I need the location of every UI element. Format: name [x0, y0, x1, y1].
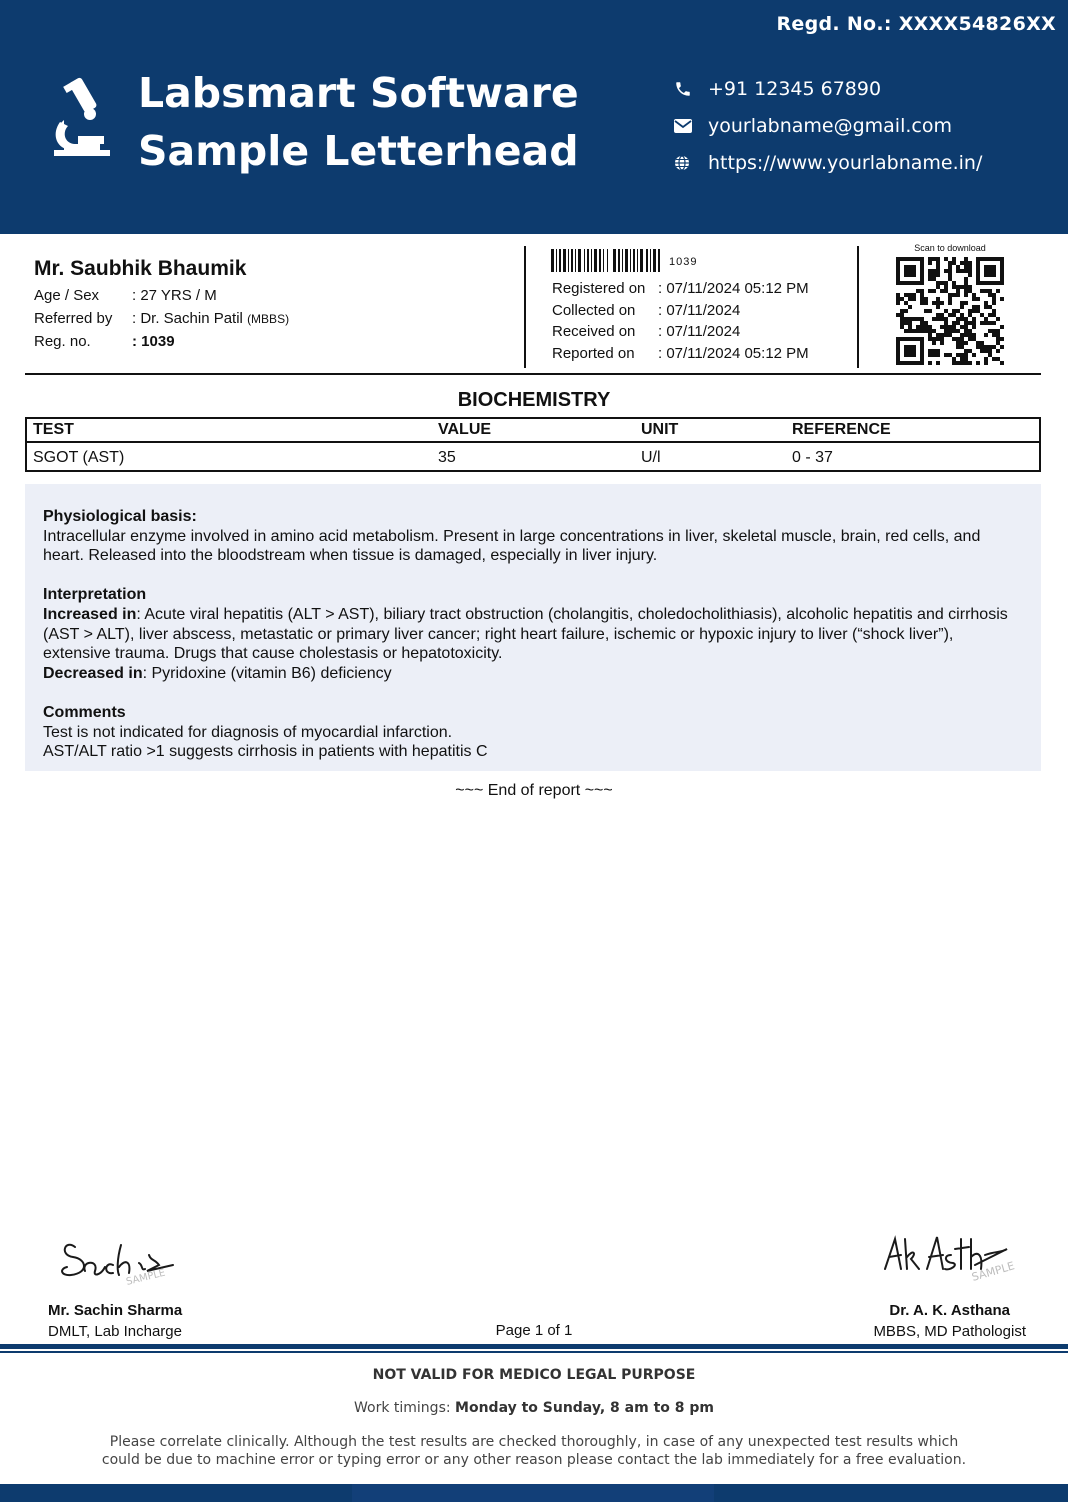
age-sex-label: Age / Sex [34, 287, 100, 304]
divider [524, 246, 526, 368]
collected-row [552, 302, 809, 324]
physio-heading: Physiological basis: [43, 508, 197, 525]
barcode-number: 1039 [669, 256, 698, 268]
column-value: VALUE [438, 421, 492, 438]
physio-text: Intracellular enzyme involved in amino acid metabolism. Present in large concentrations in liver, skeletal muscle, brain, red cells, and heart. Released into the bloodstream when tissue is damaged, especially in liver injury. [43, 527, 981, 565]
received-value: : 07/11/2024 [658, 323, 741, 340]
work-timings [0, 1400, 1068, 1416]
barcode [551, 249, 663, 272]
increased-in [43, 605, 1023, 664]
signatory-right [873, 1300, 1026, 1342]
decreased-in [43, 664, 1023, 684]
envelope-icon [674, 119, 708, 133]
received-row [552, 323, 809, 345]
lab-name-line2: Sample Letterhead [138, 127, 579, 175]
received-label: Received on [552, 323, 636, 340]
sample-watermark: SAMPLE [125, 1267, 167, 1288]
divider [857, 246, 859, 368]
patient-info [34, 257, 289, 356]
column-test: TEST [33, 421, 74, 438]
reported-row [552, 345, 809, 367]
registered-label: Registered on [552, 280, 646, 297]
referred-row [34, 310, 289, 333]
reported-label: Reported on [552, 344, 635, 362]
test-name: SGOT (AST) [33, 449, 125, 466]
footer-rule [0, 1344, 1068, 1349]
contact-phone-row [674, 70, 982, 107]
column-reference: REFERENCE [792, 421, 891, 438]
reported-value: : 07/11/2024 05:12 PM [658, 344, 809, 362]
disclaimer: Please correlate clinically. Although the test results are checked thoroughly, in case of any unexpected test results which could be due to machine error or typing error or any other reason please contact the lab immediately for a free evaluation. [101, 1434, 967, 1468]
sample-dates [552, 280, 809, 366]
footer-rule [0, 1351, 1068, 1353]
referred-doctor: : Dr. Sachin Patil [132, 310, 243, 327]
lab-name-line1: Labsmart Software [138, 69, 579, 117]
reg-label: Reg. no. [34, 333, 91, 350]
globe-icon [674, 155, 708, 171]
signatory-name: Mr. Sachin Sharma [48, 1302, 183, 1319]
reg-row [34, 333, 289, 356]
interpretation-notes [25, 484, 1041, 771]
collected-label: Collected on [552, 301, 636, 319]
collected-value: : 07/11/2024 [658, 301, 741, 319]
age-sex-value: : 27 YRS / M [132, 287, 217, 304]
table-row [27, 443, 1039, 472]
decreased-label: Decreased in [43, 664, 143, 682]
decreased-text: : Pyridoxine (vitamin B6) deficiency [142, 664, 392, 682]
timings-value: Monday to Sunday, 8 am to 8 pm [455, 1400, 714, 1416]
scan-label: Scan to download [914, 243, 986, 253]
microscope-icon [50, 76, 114, 156]
letterhead-header [0, 0, 1068, 234]
contact-info [674, 70, 982, 181]
contact-email[interactable]: yourlabname@gmail.com [708, 114, 952, 137]
timings-label: Work timings: [354, 1400, 456, 1416]
test-unit: U/l [641, 449, 661, 466]
increased-label: Increased in [43, 605, 137, 623]
referred-label: Referred by [34, 310, 113, 327]
end-of-report: ~~~ End of report ~~~ [455, 782, 613, 799]
referred-value [132, 310, 289, 333]
legal-notice: NOT VALID FOR MEDICO LEGAL PURPOSE [372, 1367, 696, 1383]
signatory-title: MBBS, MD Pathologist [873, 1323, 1026, 1340]
comment: AST/ALT ratio >1 suggests cirrhosis in patients with hepatitis C [43, 743, 488, 761]
table-header [27, 419, 1039, 443]
phone-icon [674, 80, 708, 98]
increased-text: : Acute viral hepatitis (ALT > AST), biliary tract obstruction (cholangitis, choledocholithiasis), alcoholic hepatitis and cirrhosis (AST > ALT), liver abscess, metastatic or primary liver cancer; right heart failure, ischemic or hypoxic injury to liver (“shock liver”), extensive trauma. Drugs that cause cholestasis or hepatotoxicity. [43, 605, 1008, 663]
patient-name: Mr. Saubhik Bhaumik [34, 257, 247, 280]
regd-number: Regd. No.: XXXX54826XX [776, 13, 1056, 35]
comment: Test is not indicated for diagnosis of myocardial infarction. [43, 723, 453, 741]
footer-bar-center [352, 1484, 714, 1502]
column-unit: UNIT [641, 421, 679, 438]
lab-name [138, 64, 579, 180]
page-number: Page 1 of 1 [495, 1322, 573, 1339]
contact-email-row [674, 107, 982, 144]
signatory-name: Dr. A. K. Asthana [889, 1302, 1011, 1319]
results-table [25, 417, 1041, 472]
separator-line [25, 373, 1041, 375]
signatory-title: DMLT, Lab Incharge [48, 1323, 182, 1340]
contact-website[interactable]: https://www.yourlabname.in/ [708, 151, 983, 174]
comments-heading: Comments [43, 703, 126, 721]
contact-phone: +91 12345 67890 [708, 77, 882, 100]
test-value: 35 [438, 449, 456, 466]
signature-left [55, 1225, 185, 1290]
reg-value: : 1039 [132, 333, 175, 350]
referred-qualification: (MBBS) [247, 312, 290, 326]
contact-website-row [674, 144, 982, 181]
age-sex-row [34, 287, 289, 310]
registered-value: : 07/11/2024 05:12 PM [658, 280, 809, 297]
test-reference: 0 - 37 [792, 449, 833, 466]
signature-right [877, 1225, 1027, 1290]
sample-watermark: SAMPLE [970, 1259, 1017, 1284]
qr-code[interactable] [896, 257, 1004, 365]
registered-row [552, 280, 809, 302]
section-title: BIOCHEMISTRY [457, 389, 611, 411]
interpretation-heading: Interpretation [43, 586, 147, 604]
